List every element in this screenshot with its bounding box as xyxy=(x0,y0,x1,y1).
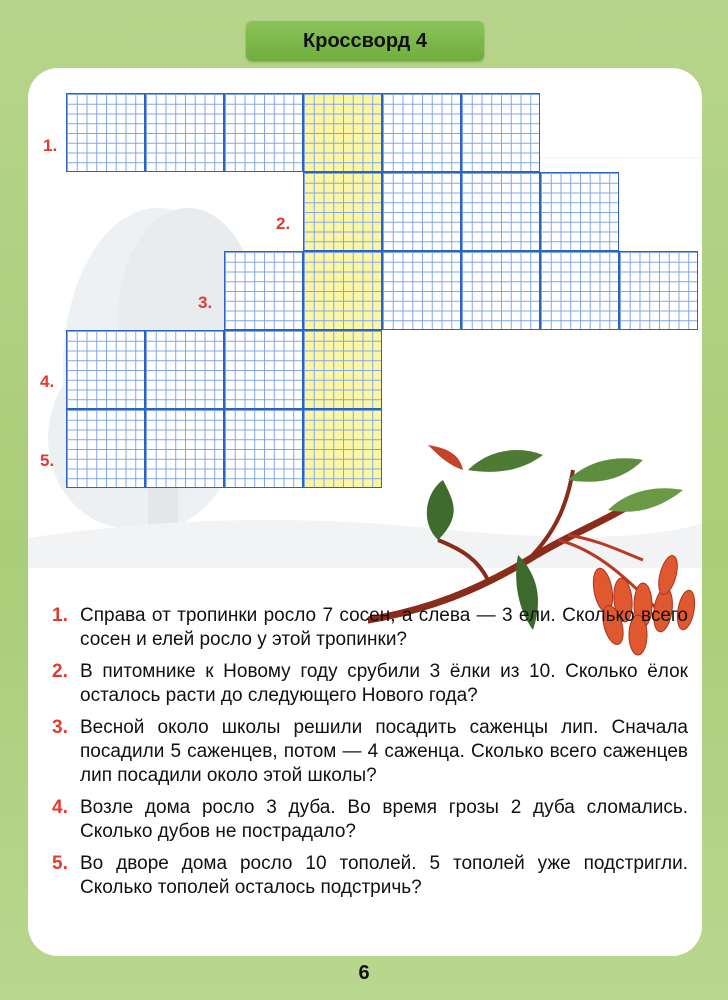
row-number-2: 2. xyxy=(276,214,291,233)
crossword-row-1-cell[interactable] xyxy=(461,93,540,172)
crossword-row-3-cell[interactable] xyxy=(540,251,619,330)
question-item xyxy=(52,604,688,652)
questions-list xyxy=(52,604,688,908)
crossword-row-1-cell[interactable] xyxy=(224,93,303,172)
crossword-row-5-cell[interactable] xyxy=(66,409,145,488)
crossword-key-column-cell[interactable] xyxy=(303,251,382,330)
page-title: Кроссворд 4 xyxy=(303,29,427,52)
crossword-row-5-cell[interactable] xyxy=(145,409,224,488)
crossword-row-2-cell[interactable] xyxy=(382,172,461,251)
question-number: 2. xyxy=(52,661,68,682)
question-item xyxy=(52,852,688,900)
crossword-row-4-cell[interactable] xyxy=(224,330,303,409)
question-item xyxy=(52,660,688,708)
crossword-row-1-cell[interactable] xyxy=(66,93,145,172)
crossword-key-column-cell[interactable] xyxy=(303,330,382,409)
crossword-row-3-cell[interactable] xyxy=(224,251,303,330)
question-text: В питомнике к Новому году срубили 3 ёлки из 10. Сколько ёлок осталось расти до следующего Нового года? xyxy=(80,661,688,706)
crossword-row-4-cell[interactable] xyxy=(66,330,145,409)
question-text: Справа от тропинки росло 7 сосен, а слева — 3 ели. Сколько всего сосен и елей росло у этой тропинки? xyxy=(80,605,688,650)
question-number: 1. xyxy=(52,605,68,626)
crossword-row-3-cell[interactable] xyxy=(619,251,698,330)
crossword-row-2-cell[interactable] xyxy=(540,172,619,251)
crossword-key-column-cell[interactable] xyxy=(303,172,382,251)
row-number-1: 1. xyxy=(43,136,58,155)
crossword-row-3-cell[interactable] xyxy=(382,251,461,330)
crossword-row-5-cell[interactable] xyxy=(224,409,303,488)
question-item xyxy=(52,796,688,844)
content-panel xyxy=(28,68,702,956)
crossword-row-3-cell[interactable] xyxy=(461,251,540,330)
title-tab xyxy=(246,21,484,61)
question-item xyxy=(52,716,688,788)
crossword-row-4-cell[interactable] xyxy=(145,330,224,409)
question-text: Весной около школы решили посадить саженцы лип. Сначала посадили 5 саженцев, потом — 4 саженца. Сколько всего саженцев лип посадили около этой школы? xyxy=(80,717,688,786)
row-number-4: 4. xyxy=(40,372,55,391)
crossword-row-1-cell[interactable] xyxy=(382,93,461,172)
crossword-key-column-cell[interactable] xyxy=(303,93,382,172)
crossword-row-1-cell[interactable] xyxy=(145,93,224,172)
page-number: 6 xyxy=(358,962,370,984)
row-number-5: 5. xyxy=(40,451,55,470)
crossword-row-2-cell[interactable] xyxy=(461,172,540,251)
question-text: Возле дома росло 3 дуба. Во время грозы 2 дуба сломались. Сколько дубов не пострадало? xyxy=(80,797,688,842)
row-number-3: 3. xyxy=(198,293,213,312)
question-number: 4. xyxy=(52,797,68,818)
question-text: Во дворе дома росло 10 тополей. 5 тополей уже подстригли. Сколько тополей осталось подстричь? xyxy=(80,853,688,898)
question-number: 3. xyxy=(52,717,68,738)
question-number: 5. xyxy=(52,853,68,874)
